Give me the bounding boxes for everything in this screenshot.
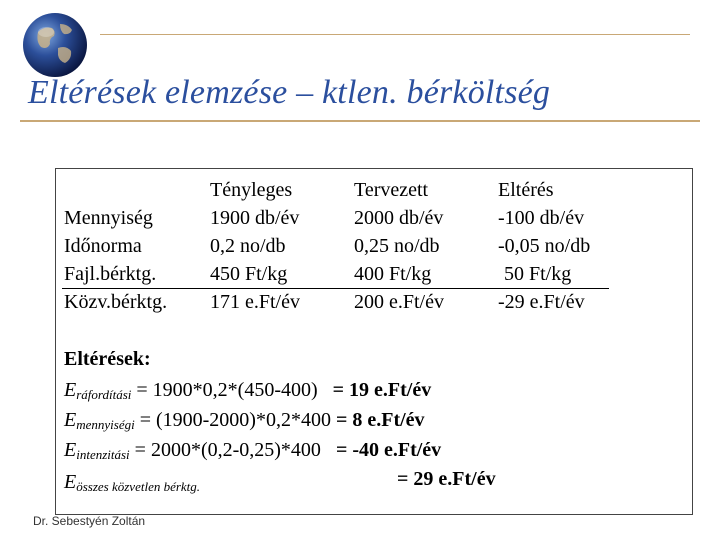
globe-logo-icon bbox=[20, 10, 90, 80]
equation-line bbox=[64, 408, 425, 437]
row-label: Közv.bérktg. bbox=[64, 291, 168, 313]
slide-title: Eltérések elemzése – ktlen. bérköltség bbox=[28, 74, 551, 111]
row-diff: -29 e.Ft/év bbox=[498, 291, 585, 313]
equation-result: = 19 e.Ft/év bbox=[332, 379, 432, 401]
equation-line bbox=[64, 438, 441, 467]
row-diff: 50 Ft/kg bbox=[504, 263, 572, 285]
header-planned: Tervezett bbox=[354, 179, 429, 201]
row-planned: 400 Ft/kg bbox=[354, 263, 432, 285]
equation-expression: = (1900-2000)*0,2*400 bbox=[134, 409, 336, 431]
row-label: Mennyiség bbox=[64, 207, 153, 229]
row-label: Fajl.bérktg. bbox=[64, 263, 157, 285]
equation-expression: = 2000*(0,2-0,25)*400 bbox=[129, 439, 336, 461]
row-separator bbox=[62, 288, 609, 289]
row-actual: 1900 db/év bbox=[210, 207, 300, 229]
equation-subscript: intenzitási bbox=[76, 447, 130, 462]
row-label: Időnorma bbox=[64, 235, 142, 257]
row-diff: -0,05 no/db bbox=[498, 235, 591, 257]
equation-line bbox=[64, 470, 200, 499]
author-footer: Dr. Sebestyén Zoltán bbox=[33, 514, 146, 528]
title-underline bbox=[20, 120, 700, 122]
row-actual: 0,2 no/db bbox=[210, 235, 286, 257]
equation-letter: E bbox=[64, 409, 77, 431]
equation-letter: E bbox=[64, 471, 77, 493]
header-actual: Tényleges bbox=[210, 179, 293, 201]
equation-letter: E bbox=[64, 439, 77, 461]
row-planned: 200 e.Ft/év bbox=[354, 291, 444, 313]
row-planned: 2000 db/év bbox=[354, 207, 444, 229]
equation-result: = 8 e.Ft/év bbox=[335, 409, 425, 431]
equation-result: = -40 e.Ft/év bbox=[335, 439, 442, 461]
header-rule bbox=[100, 34, 690, 35]
equation-letter: E bbox=[64, 379, 77, 401]
row-diff: -100 db/év bbox=[498, 207, 585, 229]
equation-result: = 29 e.Ft/év bbox=[397, 468, 496, 490]
row-planned: 0,25 no/db bbox=[354, 235, 440, 257]
header-diff: Eltérés bbox=[498, 179, 554, 201]
equation-subscript: összes közvetlen bérktg. bbox=[76, 479, 201, 494]
equation-expression: = 1900*0,2*(450-400) bbox=[131, 379, 333, 401]
equation-line bbox=[64, 378, 431, 407]
analysis-heading: Eltérések: bbox=[64, 348, 151, 370]
row-actual: 450 Ft/kg bbox=[210, 263, 288, 285]
equation-subscript: mennyiségi bbox=[76, 417, 135, 432]
equation-subscript: ráfordítási bbox=[76, 387, 132, 402]
row-actual: 171 e.Ft/év bbox=[210, 291, 300, 313]
